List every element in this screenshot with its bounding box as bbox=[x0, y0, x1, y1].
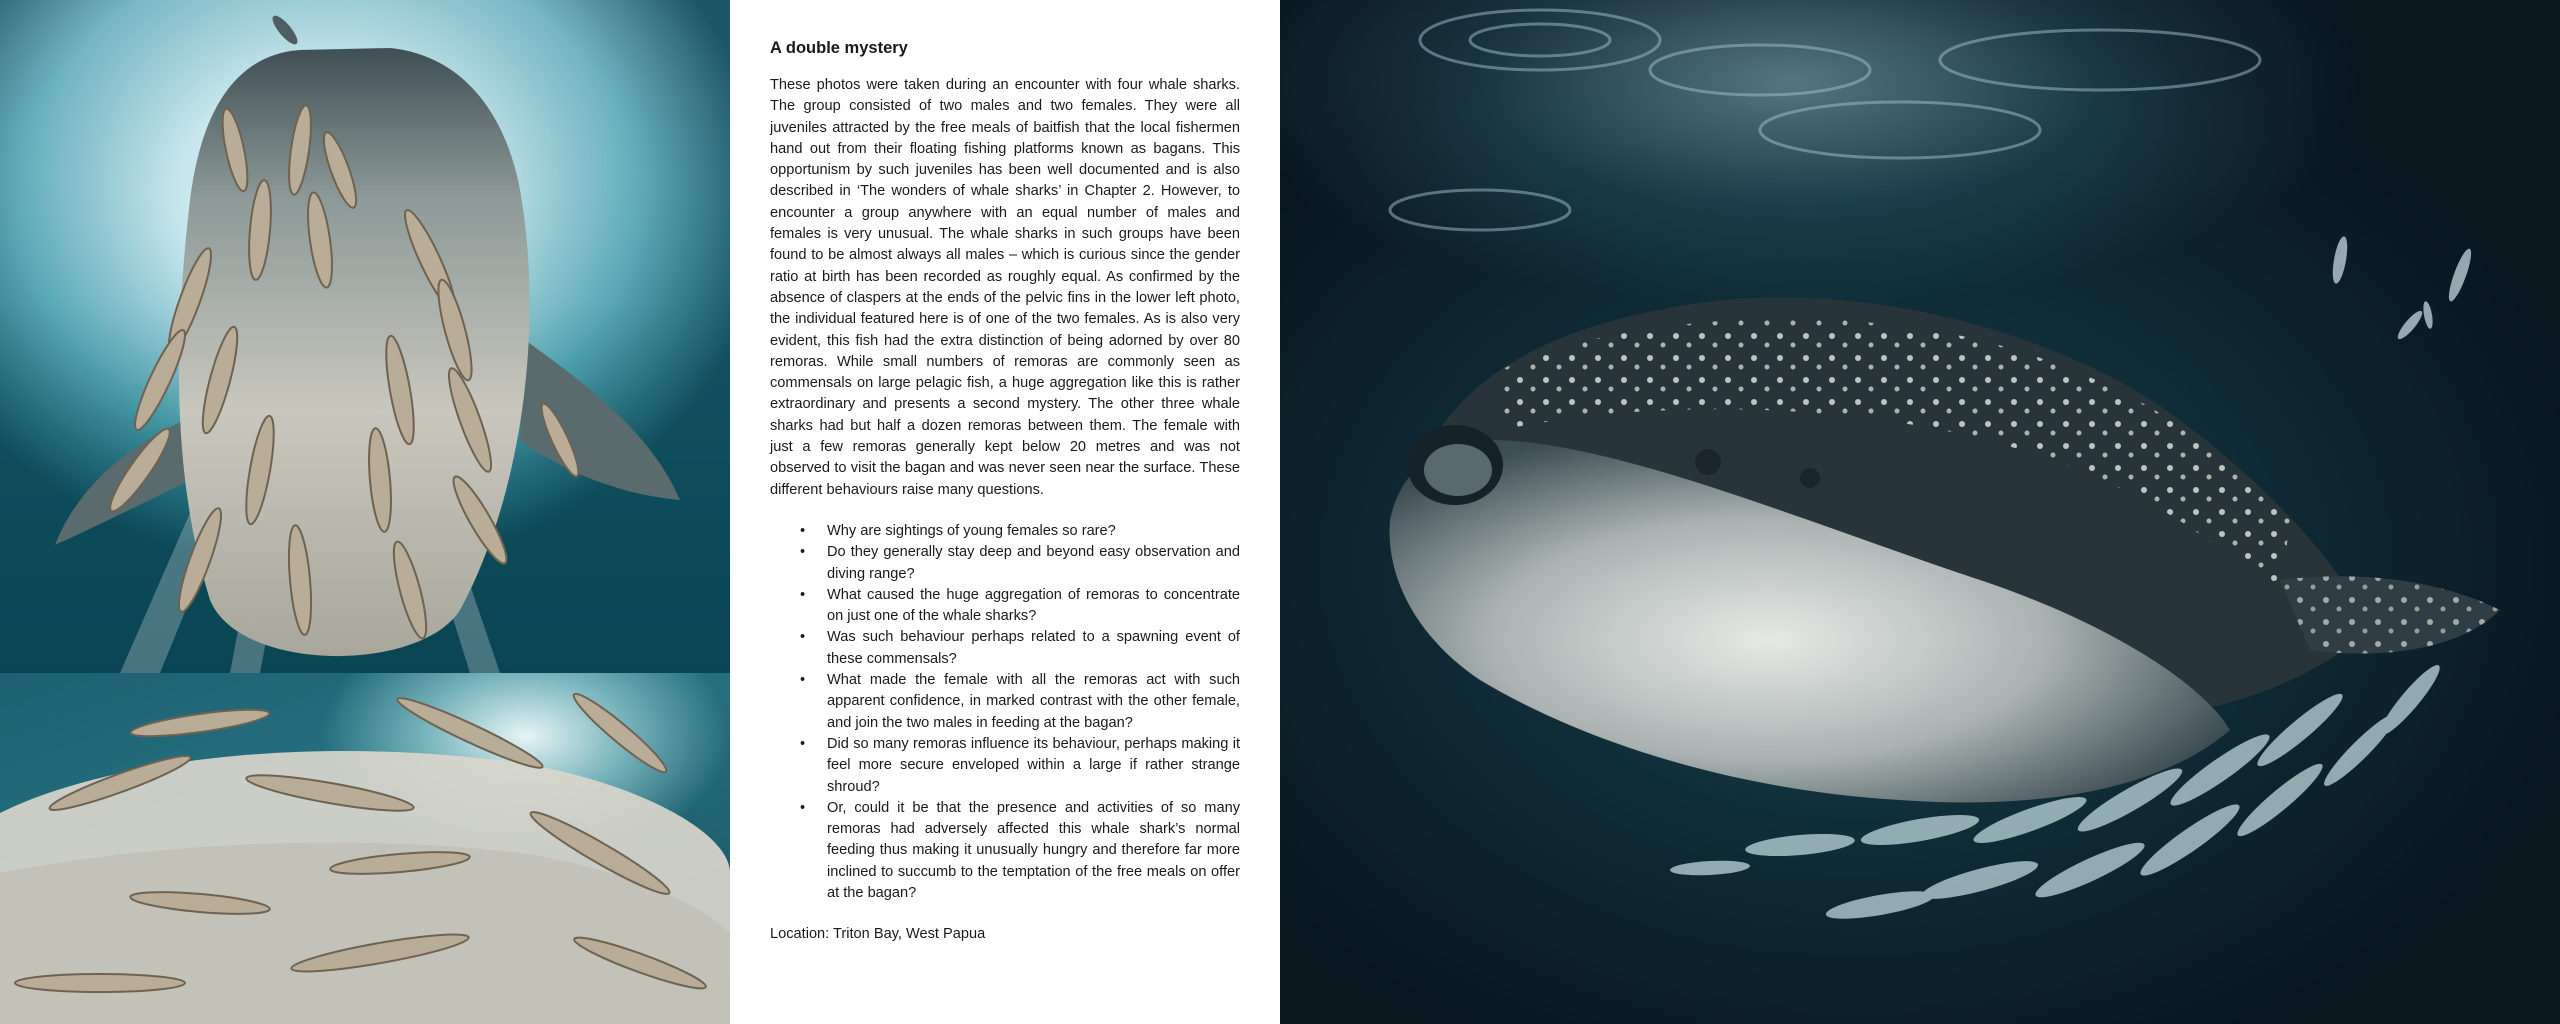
whale-shark-underside-illustration bbox=[0, 0, 730, 673]
question-text: Why are sightings of young females so rare? bbox=[827, 522, 1116, 539]
article-text-page bbox=[730, 0, 1280, 1024]
location-caption: Location: Triton Bay, West Papua bbox=[770, 926, 986, 943]
photo-whale-shark-belly bbox=[0, 673, 730, 1024]
bullet-icon: • bbox=[800, 629, 806, 646]
bullet-icon: • bbox=[800, 522, 806, 539]
question-text: Do they generally stay deep and beyond easy observation and diving range? bbox=[827, 544, 1240, 582]
question-item bbox=[770, 798, 1240, 904]
whale-shark-belly-illustration bbox=[0, 673, 730, 1024]
question-list bbox=[770, 521, 1240, 904]
bullet-icon: • bbox=[800, 735, 806, 752]
question-item bbox=[770, 670, 1240, 734]
bullet-icon: • bbox=[800, 672, 806, 689]
question-text: Did so many remoras influence its behaviour, perhaps making it feel more secure enveloped within a large if rather strange shroud? bbox=[827, 735, 1240, 795]
bullet-icon: • bbox=[800, 586, 806, 603]
question-item bbox=[770, 734, 1240, 798]
question-text: What caused the huge aggregation of remoras to concentrate on just one of the whale sharks? bbox=[827, 586, 1240, 625]
photo-whale-shark-underside bbox=[0, 0, 730, 673]
article-body: These photos were taken during an encounter with four whale sharks. The group consisted of two males and two females. They were all juveniles attracted by the free meals of baitfish that the local fishermen hand out from their floating fishing platforms known as bagans. This opportunism by such juveniles has been well documented and is also described in ‘The wonders of whale sharks’ in Chapter 2. However, to encounter a group anywhere with an equal number of males and females is very unusual. The whale sharks in such groups have been found to be almost always all males – which is curious since the gender ratio at birth has been recorded as roughly equal. As confirmed by the absence of claspers at the ends of the pelvic fins in the lower left photo, the individual featured here is of one of the two females. As is also very evident, this fish had the extra distinction of being adorned by over 80 remoras. While small numbers of remoras are commonly seen as commensals on large pelagic fish, a huge aggregation like this is rather extraordinary and presents a second mystery. The other three whale sharks had but half a dozen remoras between them. The female with just a few remoras generally kept below 20 metres and was not observed to visit the bagan and was never seen near the surface. These different behaviours raise many questions. bbox=[770, 77, 1240, 498]
question-item bbox=[770, 542, 1240, 585]
article-heading: A double mystery bbox=[770, 39, 908, 57]
photo-whale-shark-feeding bbox=[1280, 0, 2560, 1024]
whale-shark-feeding-illustration bbox=[1280, 0, 2560, 1024]
bullet-icon: • bbox=[800, 544, 806, 561]
question-text: Or, could it be that the presence and activities of so many remoras had adversely affected this whale shark’s normal feeding thus making it unusually hungry and therefore far more inclined to succumb to the temptation of the free meals on offer at the bagan? bbox=[827, 799, 1240, 901]
question-item bbox=[770, 521, 1240, 542]
question-text: What made the female with all the remoras act with such apparent confidence, in marked contrast with the other female, and join the two males in feeding at the bagan? bbox=[827, 672, 1240, 731]
question-text: Was such behaviour perhaps related to a spawning event of these commensals? bbox=[827, 629, 1240, 667]
question-item bbox=[770, 585, 1240, 628]
question-item bbox=[770, 627, 1240, 670]
bullet-icon: • bbox=[800, 799, 806, 816]
